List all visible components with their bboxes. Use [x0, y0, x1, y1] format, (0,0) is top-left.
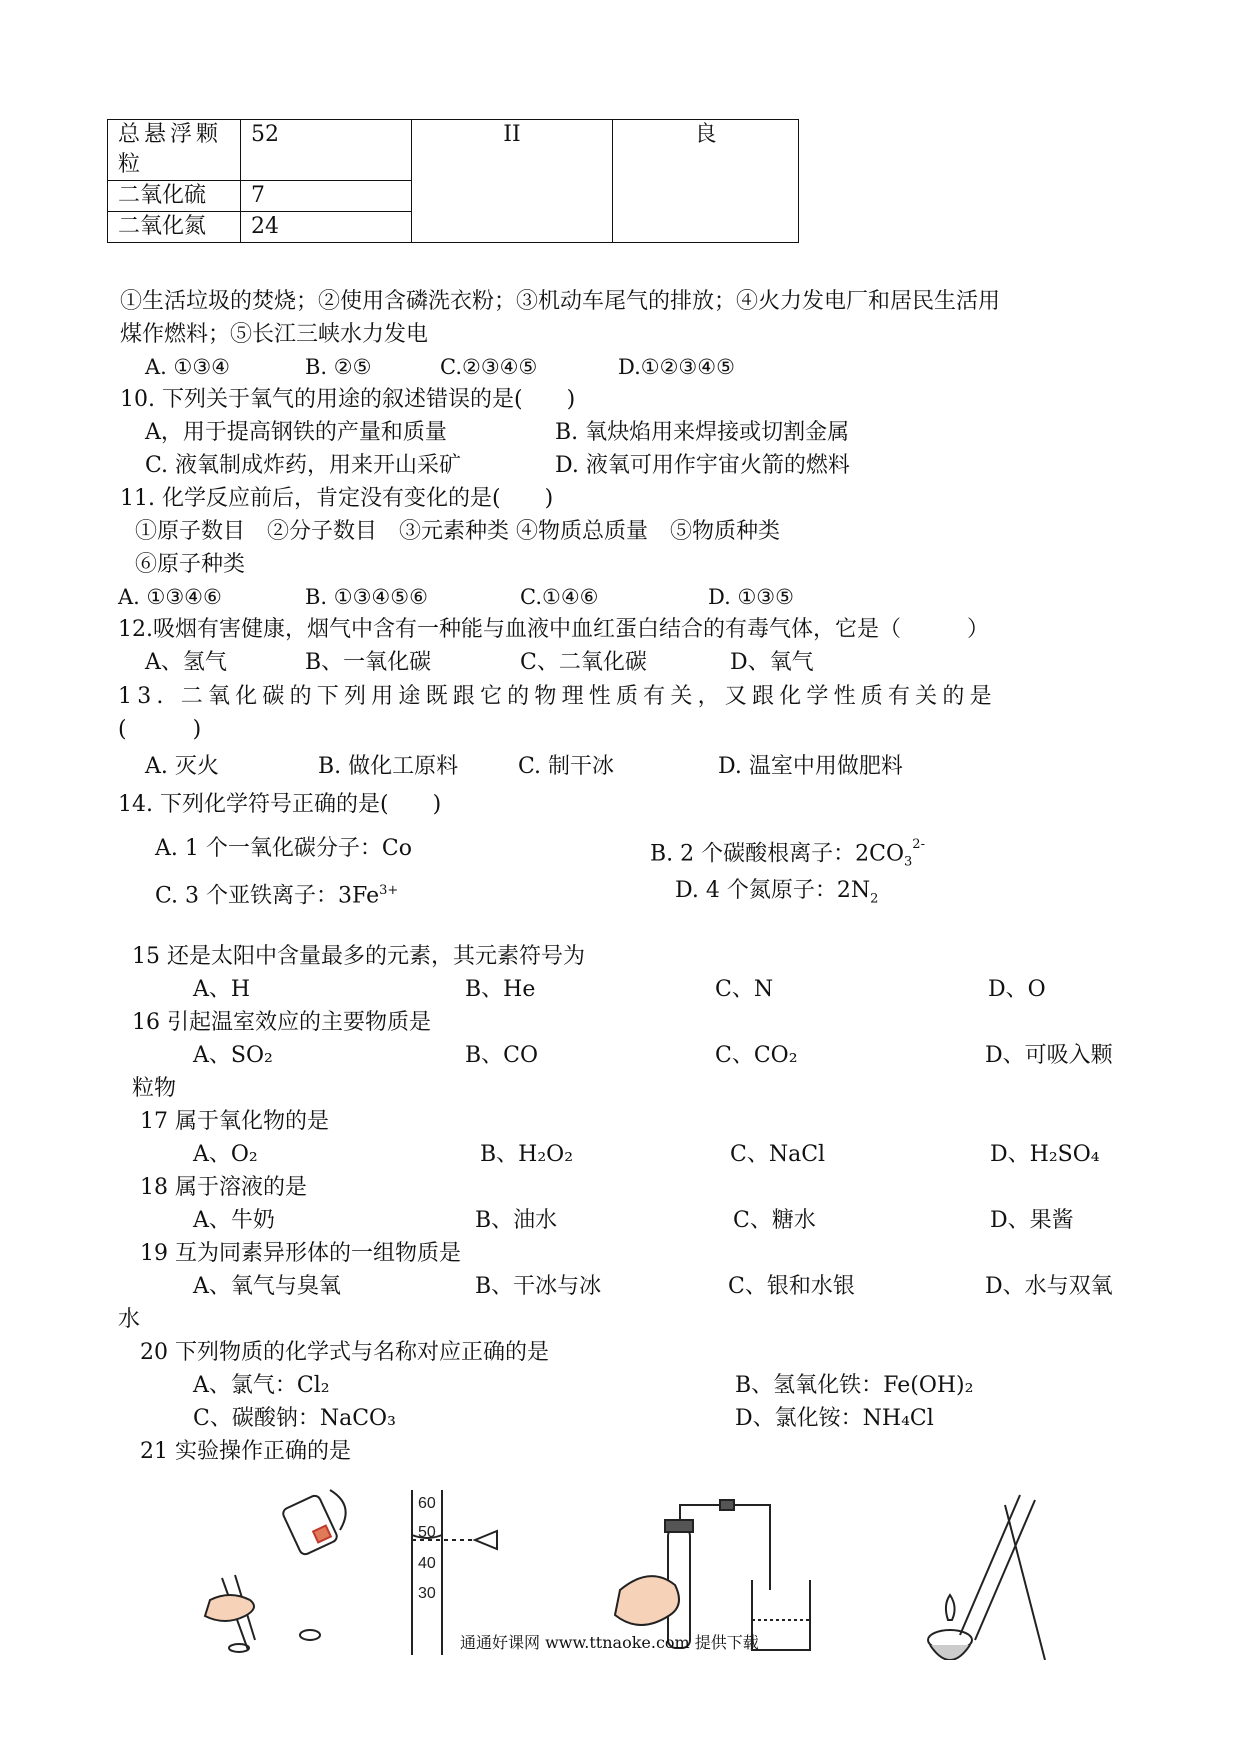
pollutant-name: 二氧化氮	[108, 212, 241, 243]
q11-option-c: C.①④⑥	[520, 585, 599, 609]
q19-option-a: A、氧气与臭氧	[193, 1274, 341, 1299]
q16-option-b: B、CO	[465, 1043, 539, 1068]
q16-option-d-wrap: 粒物	[132, 1076, 177, 1101]
q18-option-c: C、糖水	[733, 1208, 816, 1233]
pollutant-value: 24	[241, 212, 412, 243]
cylinder-tick-50: 50	[418, 1524, 436, 1541]
q11-stem: 11. 化学反应前后，肯定没有变化的是( )	[120, 486, 554, 511]
q14-option-b: B. 2 个碳酸根离子：$2CO_3^{2-}$	[650, 837, 925, 870]
pollutant-name: 总悬浮颗粒	[108, 120, 241, 181]
q17-stem: 17 属于氧化物的是	[140, 1109, 329, 1134]
q13-stem-blank: ( )	[118, 717, 202, 742]
q15-option-d: D、O	[988, 977, 1046, 1002]
q20-option-b: B、氢氧化铁：Fe(OH)₂	[735, 1373, 974, 1398]
cylinder-tick-40: 40	[418, 1555, 436, 1572]
q16-option-a: A、SO₂	[193, 1043, 273, 1068]
q20-stem: 20 下列物质的化学式与名称对应正确的是	[140, 1340, 549, 1365]
q12-option-d: D、氧气	[730, 650, 814, 675]
q10-option-a: A，用于提高钢铁的产量和质量	[145, 420, 447, 445]
pollutant-name: 二氧化硫	[108, 181, 241, 212]
q21-stem: 21 实验操作正确的是	[140, 1439, 351, 1464]
q12-option-b: B、一氧化碳	[305, 650, 432, 675]
pollution-level: II	[412, 120, 613, 243]
q17-option-b: B、H₂O₂	[480, 1142, 574, 1167]
q16-option-c: C、CO₂	[715, 1043, 798, 1068]
q20-option-c: C、碳酸钠：NaCO₃	[193, 1406, 396, 1431]
q13-option-b: B. 做化工原料	[318, 754, 459, 779]
cylinder-tick-60: 60	[418, 1495, 436, 1512]
q15-stem: 15 还是太阳中含量最多的元素，其元素符号为	[132, 944, 585, 969]
q17-option-c: C、NaCl	[730, 1142, 826, 1167]
q16-stem: 16 引起温室效应的主要物质是	[132, 1010, 431, 1035]
q20-option-a: A、氯气：Cl₂	[193, 1373, 330, 1398]
q17-option-d: D、H₂SO₄	[990, 1142, 1100, 1167]
q20-option-d: D、氯化铵：NH₄Cl	[735, 1406, 934, 1431]
q12-option-a: A、氢气	[145, 650, 227, 675]
q10-option-c: C. 液氧制成炸药，用来开山采矿	[145, 453, 462, 478]
q15-option-c: C、N	[715, 977, 774, 1002]
q10-option-b: B. 氧炔焰用来焊接或切割金属	[555, 420, 850, 445]
q19-option-d: D、水与双氧	[985, 1274, 1113, 1299]
heating-tube-figure	[928, 1495, 1045, 1660]
airtightness-check-figure	[615, 1500, 810, 1650]
pollutant-value: 7	[241, 181, 412, 212]
q11-items-line1: ①原子数目 ②分子数目 ③元素种类 ④物质总质量 ⑤物质种类	[135, 519, 780, 544]
q18-option-d: D、果酱	[990, 1208, 1074, 1233]
cylinder-tick-30: 30	[418, 1585, 436, 1602]
q11-items-line2: ⑥原子种类	[135, 552, 246, 577]
q13-option-d: D. 温室中用做肥料	[718, 754, 903, 779]
q14-option-d: D. 4 个氮原子：$2N_2$	[675, 878, 879, 907]
q9-option-d: D.①②③④⑤	[618, 355, 735, 379]
q19-option-c: C、银和水银	[728, 1274, 855, 1299]
q11-option-b: B. ①③④⑤⑥	[305, 585, 428, 609]
q15-option-a: A、H	[193, 977, 251, 1002]
q11-option-d: D. ①③⑤	[708, 585, 794, 609]
q12-stem: 12.吸烟有害健康，烟气中含有一种能与血液中血红蛋白结合的有毒气体，它是（ ）	[118, 617, 989, 642]
q17-option-a: A、O₂	[193, 1142, 258, 1167]
q19-option-b: B、干冰与冰	[475, 1274, 602, 1299]
q12-option-c: C、二氧化碳	[520, 650, 647, 675]
q10-stem: 10. 下列关于氧气的用途的叙述错误的是( )	[120, 387, 576, 412]
q19-option-d-wrap: 水	[118, 1307, 141, 1332]
q18-option-b: B、油水	[475, 1208, 558, 1233]
q14-option-c: C. 3 个亚铁离子：$3Fe^{3+}$	[155, 883, 399, 909]
q10-option-d: D. 液氧可用作宇宙火箭的燃料	[555, 453, 850, 478]
q11-option-a: A. ①③④⑥	[118, 585, 222, 609]
footer-watermark: 通通好课网 www.ttnaoke.com 提供下载	[460, 1633, 759, 1652]
q9-option-a: A. ①③④	[145, 355, 230, 379]
q15-option-b: B、He	[465, 977, 536, 1002]
q9-option-b: B. ②⑤	[305, 355, 372, 379]
q14-option-a: A. 1 个一氧化碳分子：Co	[155, 836, 412, 861]
pouring-liquid-figure	[205, 1490, 346, 1652]
q18-option-a: A、牛奶	[193, 1208, 275, 1233]
pollutant-value: 52	[241, 120, 412, 181]
q18-stem: 18 属于溶液的是	[140, 1175, 307, 1200]
air-quality-table	[107, 119, 799, 243]
q19-stem: 19 互为同素异形体的一组物质是	[140, 1241, 461, 1266]
q13-stem: 13. 二氧化碳的下列用途既跟它的物理性质有关，又跟化学性质有关的是	[118, 684, 997, 709]
q9-sources-line2: 煤作燃料；⑤长江三峡水力发电	[120, 322, 429, 347]
q14-stem: 14. 下列化学符号正确的是( )	[118, 792, 442, 817]
air-quality: 良	[613, 120, 799, 243]
q16-option-d: D、可吸入颗	[985, 1043, 1113, 1068]
q9-option-c: C.②③④⑤	[440, 355, 538, 379]
q13-option-a: A. 灭火	[145, 754, 219, 779]
q9-sources-line1: ①生活垃圾的焚烧；②使用含磷洗衣粉；③机动车尾气的排放；④火力发电厂和居民生活用	[120, 289, 1001, 314]
q13-option-c: C. 制干冰	[518, 754, 615, 779]
